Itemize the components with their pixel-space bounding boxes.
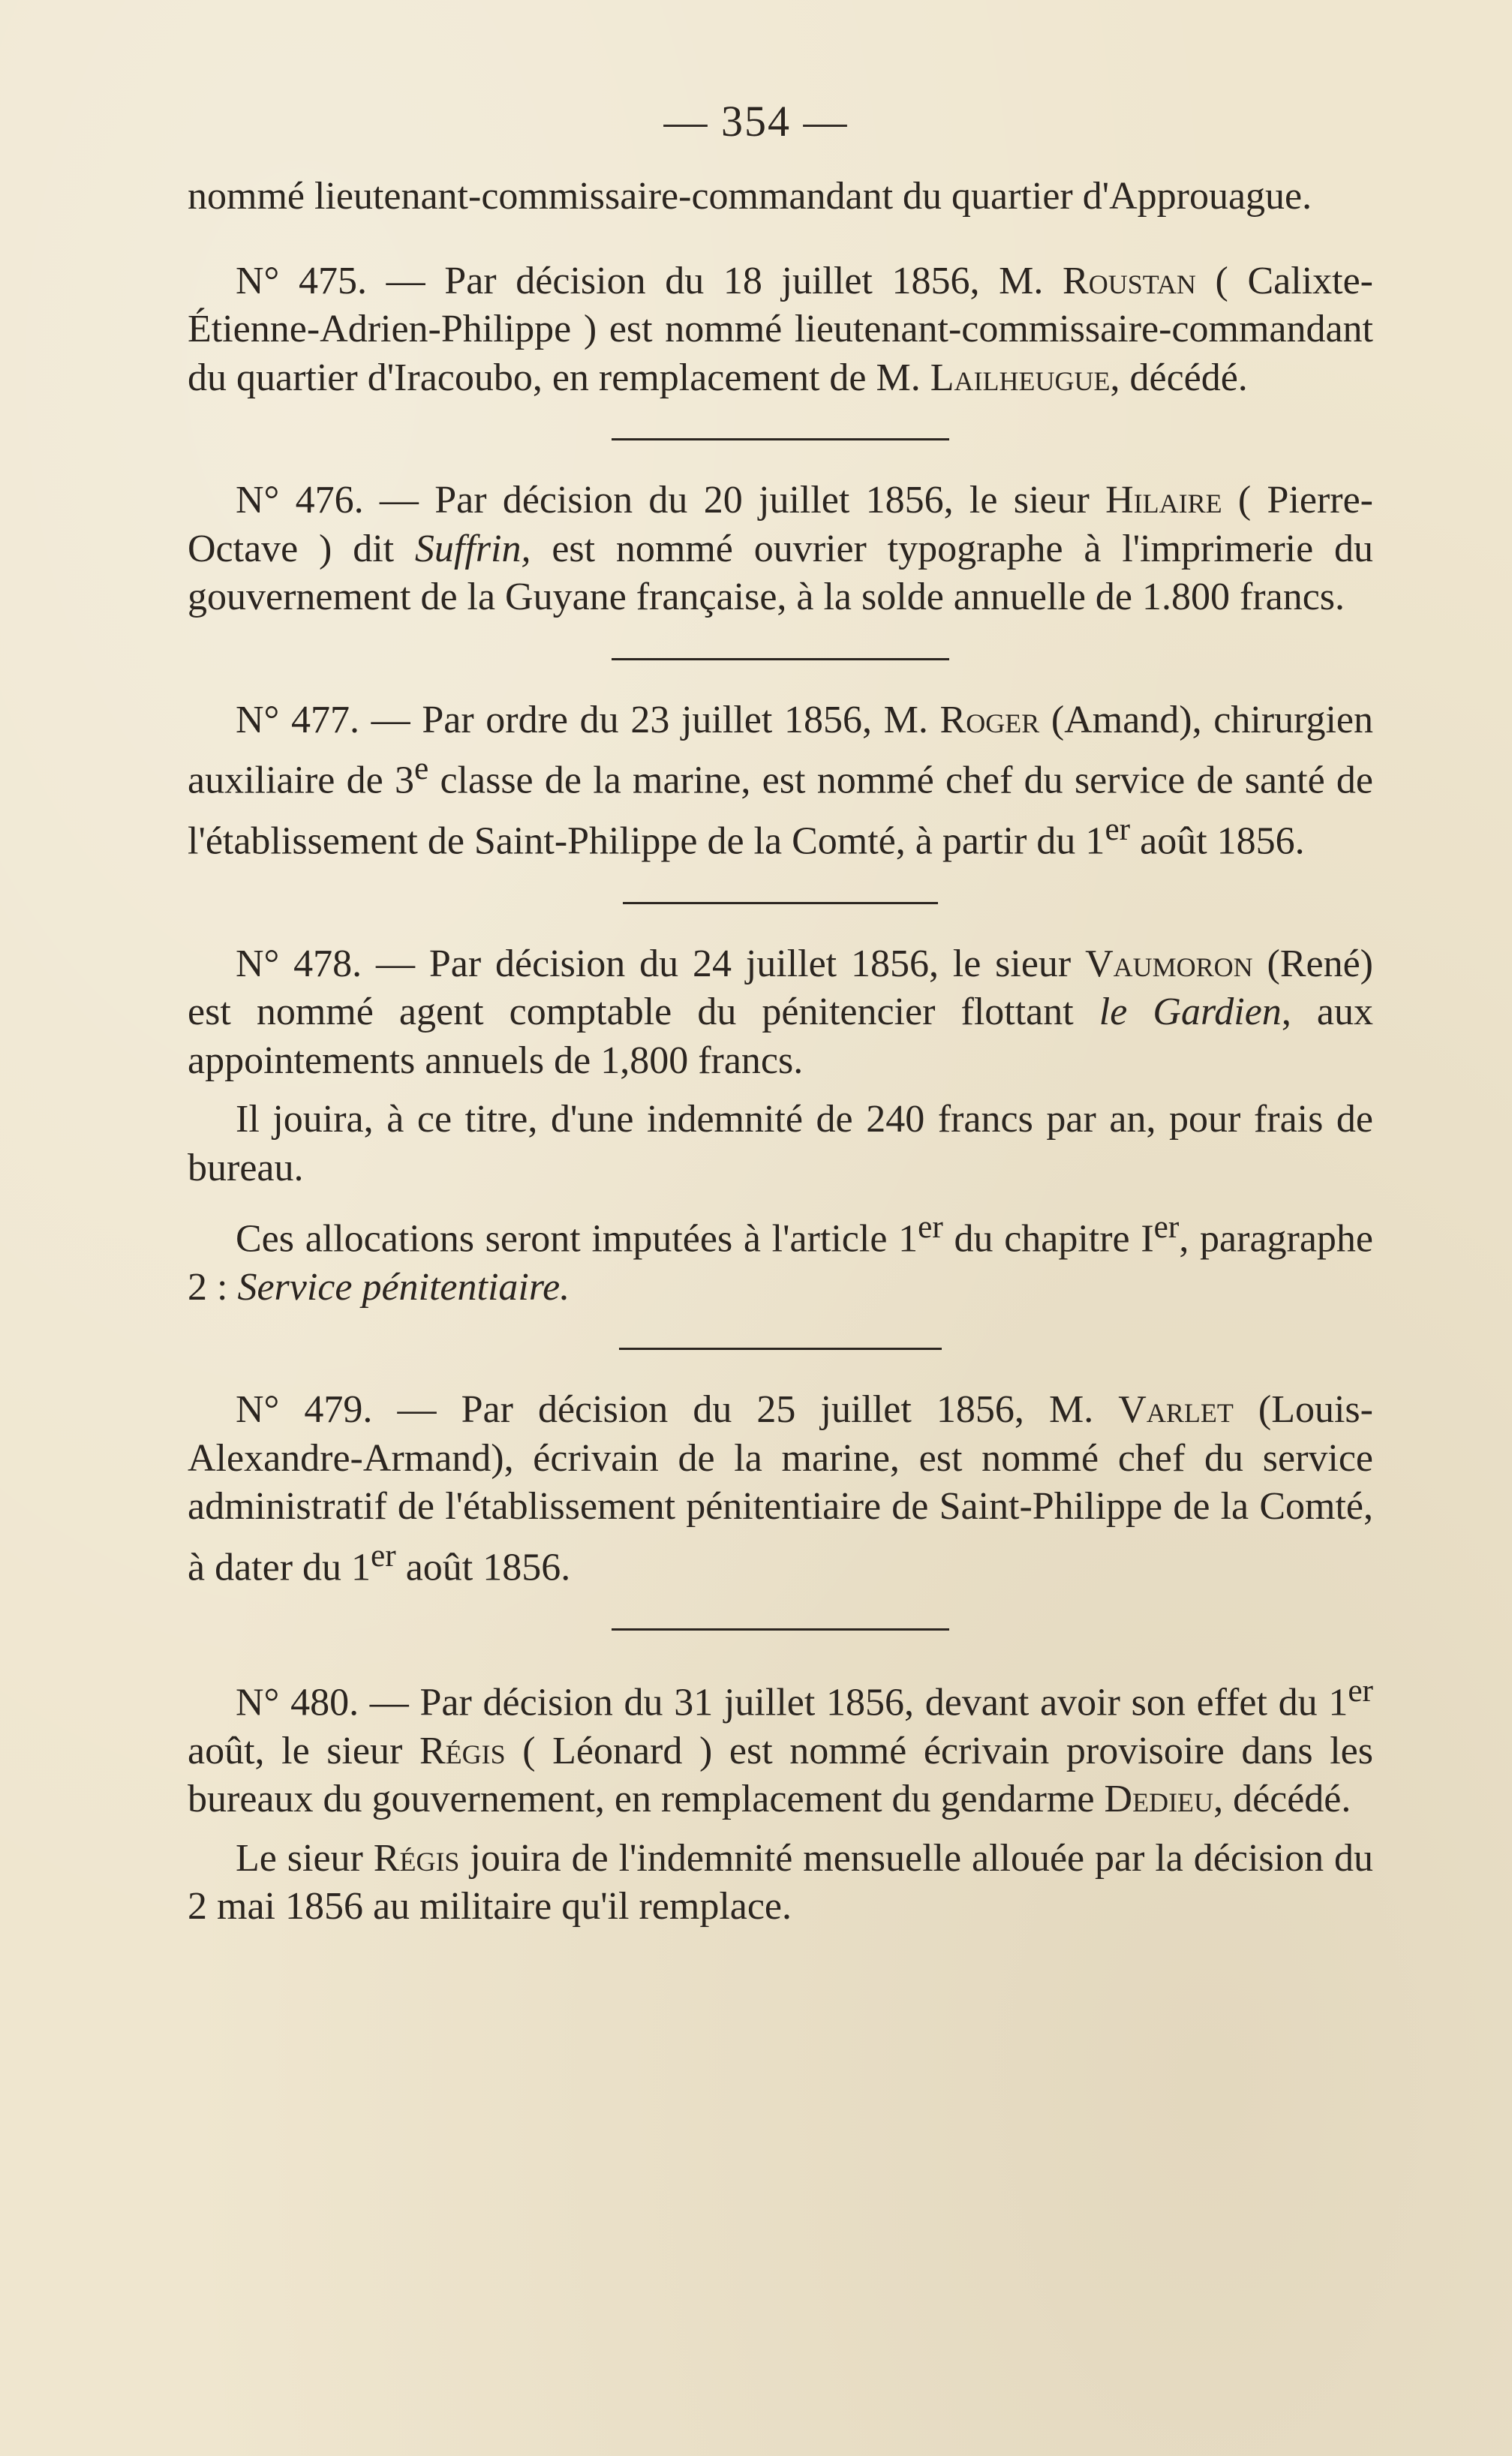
entry-text: ( Calixte-Étienne-Adrien-Philippe ) est nommé lieutenant-commissaire-commandant du quartier d'Iracoubo, en remplacement de M. <box>188 259 1373 399</box>
entry-text: , décédé. <box>1110 356 1248 399</box>
superscript: er <box>371 1537 396 1574</box>
entry-text: N° 476. — Par décision du 20 juillet 1856, le sieur <box>236 479 1106 522</box>
entry-text: , décédé. <box>1213 1778 1351 1821</box>
superscript: e <box>413 750 429 786</box>
entry-text: N° 479. — Par décision du 25 juillet 1856, M. <box>236 1388 1119 1432</box>
entry-text: du chapitre I <box>942 1217 1154 1261</box>
entry-text: N° 475. — Par décision du 18 juillet 1856, M. <box>236 259 1063 302</box>
page-number: — 354 — <box>663 97 849 146</box>
ship-name: le Gardien <box>1099 991 1282 1034</box>
entry-480-indemnity <box>188 1835 1373 1931</box>
entry-text: août 1856. <box>1130 819 1305 863</box>
entry-text: (René) est nommé agent comptable du pénitencier flottant <box>188 942 1373 1034</box>
paragraph-approuague <box>188 173 1373 221</box>
entry-text: , aux appointements annuels de 1,800 francs. <box>188 991 1373 1082</box>
entry-text: Le sieur <box>236 1836 374 1880</box>
entry-476 <box>188 476 1373 622</box>
entry-478 <box>188 940 1373 1086</box>
page-body <box>188 173 1373 1931</box>
entry-text: Il jouira, à ce titre, d'une indemnité de 240 francs par an, pour frais de bureau. <box>188 1098 1373 1189</box>
entry-480 <box>188 1667 1373 1824</box>
service-name: Service pénitentiaire. <box>237 1265 570 1309</box>
person-name: Régis <box>373 1836 460 1880</box>
entry-477 <box>188 696 1373 866</box>
entry-478-allocations <box>188 1203 1373 1312</box>
entry-text: N° 480. — Par décision du 31 juillet 1856, devant avoir son effet du 1 <box>236 1681 1348 1724</box>
superscript: er <box>1105 810 1131 847</box>
person-name: Roger <box>939 698 1040 741</box>
superscript: er <box>918 1209 943 1246</box>
person-name: Hilaire <box>1105 479 1222 522</box>
entry-text: (Louis-Alexandre-Armand), écrivain de la marine, est nommé chef du service administratif de l'établissement pénitentiaire de Saint-Philippe de la Comté, à dater du 1 <box>188 1388 1373 1589</box>
entry-text: août 1856. <box>395 1546 571 1589</box>
entry-text: N° 478. — Par décision du 24 juillet 1856, le sieur <box>236 942 1086 985</box>
entry-text: ( Pierre-Octave ) dit <box>188 479 1373 570</box>
entry-text: classe de la marine, est nommé chef du service de santé de l'établissement de Saint-Philippe de la Comté, à partir du 1 <box>188 759 1373 863</box>
entry-475 <box>188 257 1373 403</box>
entry-478-indemnity <box>188 1096 1373 1192</box>
person-name: Lailheugue <box>930 356 1111 399</box>
superscript: er <box>1153 1209 1180 1246</box>
entry-text: , paragraphe 2 : <box>188 1217 1373 1309</box>
entry-479 <box>188 1386 1373 1592</box>
paragraph-text: nommé lieutenant-commissaire-commandant du quartier d'Approuague. <box>188 175 1312 218</box>
person-name: Vaumoron <box>1085 942 1253 985</box>
entry-text: (Amand), chirurgien auxiliaire de 3 <box>188 698 1373 802</box>
entry-text: jouira de l'indemnité mensuelle allouée par la décision du 2 mai 1856 au militaire qu'il remplace. <box>188 1836 1373 1928</box>
person-name: Roustan <box>1063 259 1196 302</box>
entry-text: août, le sieur <box>188 1729 419 1772</box>
nickname: Suffrin, <box>414 527 531 570</box>
person-name: Dedieu <box>1104 1778 1214 1821</box>
person-name: Régis <box>419 1729 506 1772</box>
entry-text: N° 477. — Par ordre du 23 juillet 1856, M. <box>236 698 940 741</box>
entry-text: ( Léonard ) est nommé écrivain provisoire dans les bureaux du gouvernement, en remplacement du gendarme <box>188 1729 1373 1821</box>
superscript: er <box>1348 1672 1373 1709</box>
entry-text: est nommé ouvrier typographe à l'imprimerie du gouvernement de la Guyane française, à la solde annuelle de 1.800 francs. <box>188 527 1374 618</box>
person-name: Varlet <box>1118 1388 1234 1432</box>
entry-text: Ces allocations seront imputées à l'article 1 <box>236 1217 918 1261</box>
